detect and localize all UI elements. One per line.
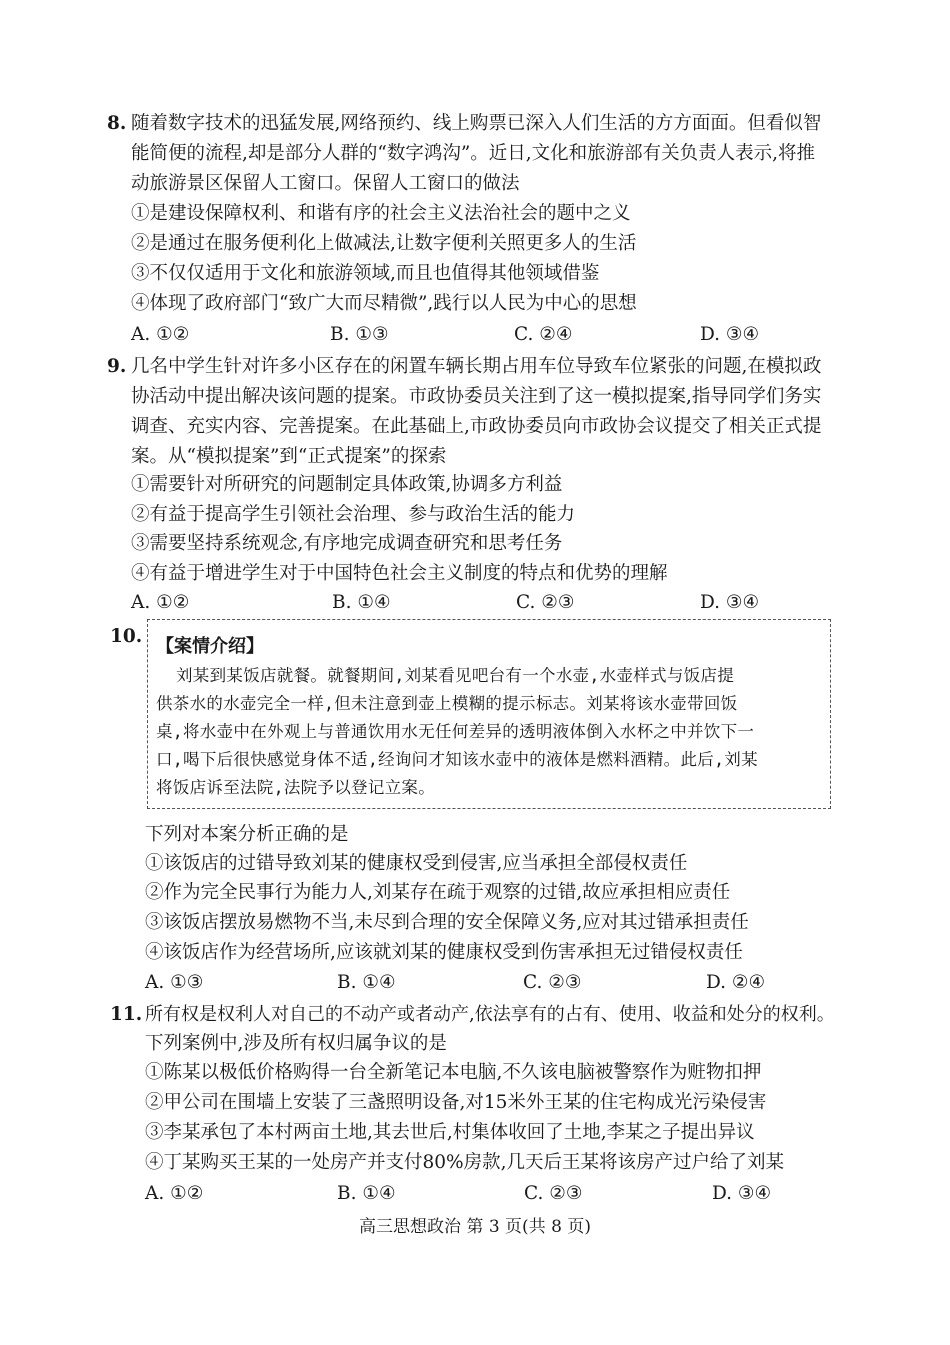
case-box	[147, 619, 831, 809]
option-c[interactable]: C. ②③	[516, 592, 575, 613]
case-text-line: 将饭店诉至法院,法院予以登记立案。	[156, 778, 436, 797]
case-text-line: 供茶水的水壶完全一样,但未注意到壶上模糊的提示标志。刘某将该水壶带回饭	[156, 694, 738, 713]
question-number: 9.	[107, 356, 127, 377]
statement-item: ③李某承包了本村两亩土地,其去世后,村集体收回了土地,李某之子提出异议	[145, 1122, 755, 1143]
statement-item: ④体现了政府部门“致广大而尽精微”,践行以人民为中心的思想	[131, 293, 637, 314]
option-a[interactable]: A. ①②	[131, 592, 190, 613]
option-b[interactable]: B. ①③	[330, 324, 389, 345]
case-title: 【案情介绍】	[156, 636, 264, 657]
option-b[interactable]: B. ①④	[337, 972, 396, 993]
statement-item: ①是建设保障权利、和谐有序的社会主义法治社会的题中之义	[131, 203, 631, 224]
question-stem-line: 案。从“模拟提案”到“正式提案”的探索	[131, 446, 447, 467]
option-c[interactable]: C. ②④	[514, 324, 573, 345]
question-number: 10.	[110, 626, 143, 647]
question-stem-line: 能简便的流程,却是部分人群的“数字鸿沟”。近日,文化和旅游部有关负责人表示,将推	[131, 143, 816, 164]
case-text-line: 刘某到某饭店就餐。就餐期间,刘某看见吧台有一个水壶,水壶样式与饭店提	[176, 666, 735, 685]
option-c[interactable]: C. ②③	[523, 972, 582, 993]
statement-item: ②作为完全民事行为能力人,刘某存在疏于观察的过错,故应承担相应责任	[145, 882, 731, 903]
question-stem-line: 几名中学生针对许多小区存在的闲置车辆长期占用车位导致车位紧张的问题,在模拟政	[131, 356, 822, 377]
statement-item: ①该饭店的过错导致刘某的健康权受到侵害,应当承担全部侵权责任	[145, 853, 688, 874]
statement-item: ④该饭店作为经营场所,应该就刘某的健康权受到伤害承担无过错侵权责任	[145, 942, 743, 963]
question-stem-line: 协活动中提出解决该问题的提案。市政协委员关注到了这一模拟提案,指导同学们务实	[131, 386, 822, 407]
question-number: 11.	[110, 1004, 143, 1025]
option-a[interactable]: A. ①②	[131, 324, 190, 345]
case-text-line: 口,喝下后很快感觉身体不适,经询问才知该水壶中的液体是燃料酒精。此后,刘某	[156, 750, 758, 769]
option-a[interactable]: A. ①③	[145, 972, 204, 993]
statement-item: ③需要坚持系统观念,有序地完成调查研究和思考任务	[131, 533, 563, 554]
statement-item: ②是通过在服务便利化上做减法,让数字便利关照更多人的生活	[131, 233, 637, 254]
question-stem-line: 动旅游景区保留人工窗口。保留人工窗口的做法	[131, 173, 520, 194]
statement-item: ④有益于增进学生对于中国特色社会主义制度的特点和优势的理解	[131, 563, 668, 584]
statement-item: ②甲公司在围墙上安装了三盏照明设备,对15米外王某的住宅构成光污染侵害	[145, 1092, 767, 1113]
option-d[interactable]: D. ③④	[700, 324, 760, 345]
question-stem-line: 下列对本案分析正确的是	[145, 824, 349, 845]
statement-item: ④丁某购买王某的一处房产并支付80%房款,几天后王某将该房产过户给了刘某	[145, 1152, 785, 1173]
option-d[interactable]: D. ②④	[706, 972, 766, 993]
question-number: 8.	[107, 113, 127, 134]
statement-item: ③该饭店摆放易燃物不当,未尽到合理的安全保障义务,应对其过错承担责任	[145, 912, 749, 933]
page-footer: 高三思想政治 第 3 页(共 8 页)	[359, 1217, 591, 1237]
statement-item: ①陈某以极低价格购得一台全新笔记本电脑,不久该电脑被警察作为赃物扣押	[145, 1062, 762, 1083]
question-stem-line: 随着数字技术的迅猛发展,网络预约、线上购票已深入人们生活的方方面面。但看似智	[131, 113, 822, 134]
question-stem-line: 下列案例中,涉及所有权归属争议的是	[145, 1033, 447, 1054]
option-b[interactable]: B. ①④	[332, 592, 391, 613]
statement-item: ①需要针对所研究的问题制定具体政策,协调多方利益	[131, 474, 563, 495]
question-stem-line: 调查、充实内容、完善提案。在此基础上,市政协委员向市政协会议提交了相关正式提	[131, 416, 822, 437]
option-b[interactable]: B. ①④	[337, 1183, 396, 1204]
option-d[interactable]: D. ③④	[700, 592, 760, 613]
statement-item: ②有益于提高学生引领社会治理、参与政治生活的能力	[131, 504, 576, 525]
question-stem-line: 所有权是权利人对自己的不动产或者动产,依法享有的占有、使用、收益和处分的权利。	[145, 1004, 835, 1025]
option-d[interactable]: D. ③④	[712, 1183, 772, 1204]
option-c[interactable]: C. ②③	[524, 1183, 583, 1204]
option-a[interactable]: A. ①②	[145, 1183, 204, 1204]
statement-item: ③不仅仅适用于文化和旅游领域,而且也值得其他领域借鉴	[131, 263, 600, 284]
case-text-line: 桌,将水壶中在外观上与普通饮用水无任何差异的透明液体倒入水杯之中并饮下一	[156, 722, 755, 741]
